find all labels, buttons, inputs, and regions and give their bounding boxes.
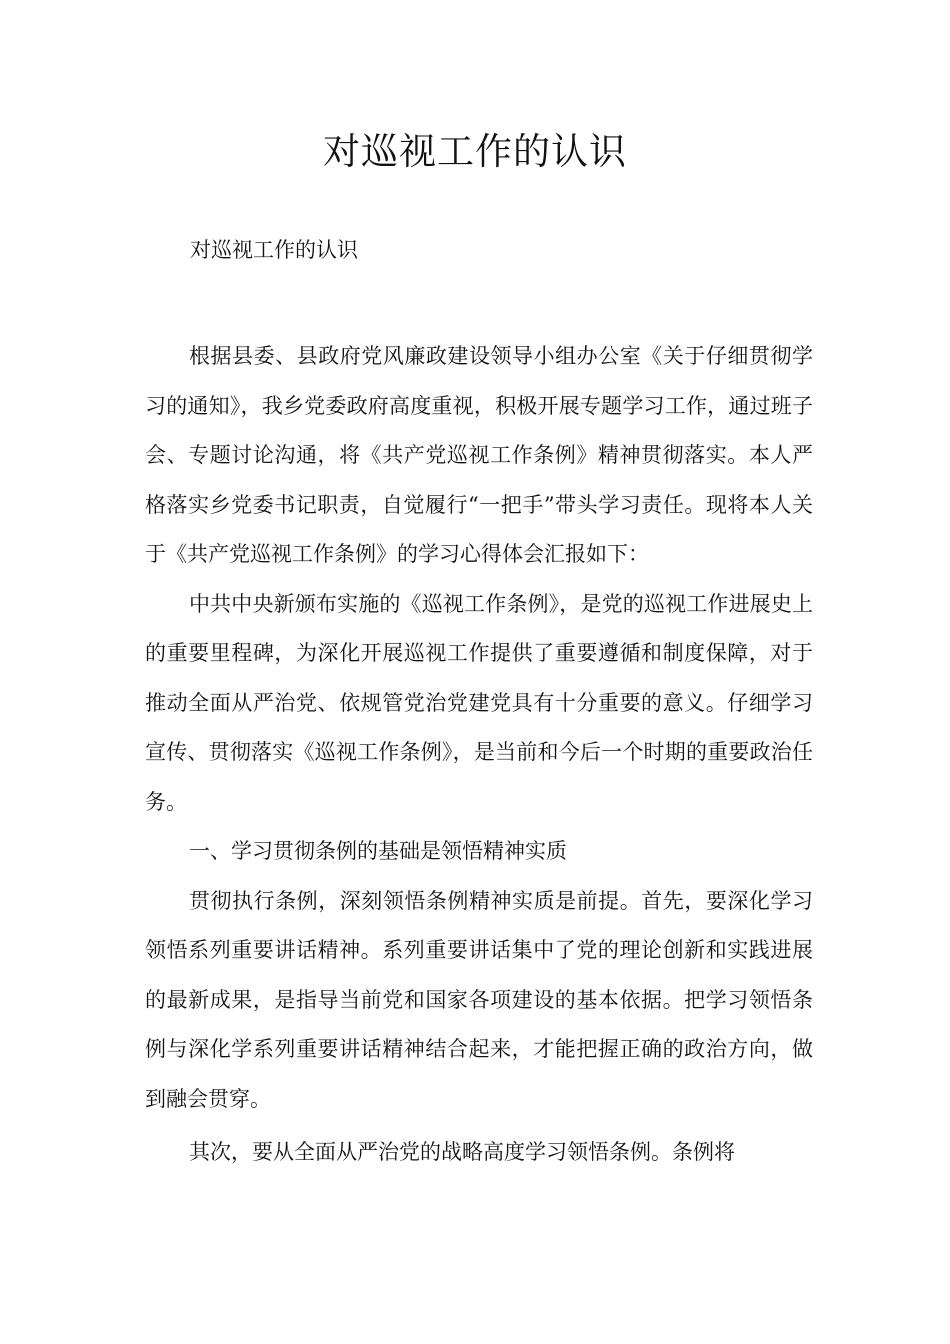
document-title: 对巡视工作的认识 [323, 130, 627, 173]
document-body [145, 332, 813, 1178]
section-heading-1: 一、学习贯彻条例的基础是领悟精神实质 [189, 839, 567, 863]
paragraph-study-spirit: 贯彻执行条例，深刻领悟条例精神实质是前提。首先，要深化学习领悟系列重要讲话精神。系列重要讲话集中了党的理论创新和实践进展的最新成果，是指导当前党和国家各项建设的基本依据。把学习领悟条例与深化学系列重要讲话精神结合起来，才能把握正确的政治方向，做到融会贯穿。 [145, 888, 813, 1111]
paragraph-intro: 根据县委、县政府党风廉政建设领导小组办公室《关于仔细贯彻学习的通知》，我乡党委政府高度重视，积极开展专题学习工作，通过班子会、专题讨论沟通，将《共产党巡视工作条例》精神贯彻落实。本人严格落实乡党委书记职责，自觉履行“一把手”带头学习责任。现将本人关于《共产党巡视工作条例》的学习心得体会汇报如下： [145, 344, 813, 566]
document-subtitle: 对巡视工作的认识 [190, 238, 358, 262]
paragraph-regulation-significance: 中共中央新颁布实施的《巡视工作条例》，是党的巡视工作进展史上的重要里程碑，为深化开展巡视工作提供了重要遵循和制度保障，对于推动全面从严治党、依规管党治党建党具有十分重要的意义。仔细学习宣传、贯彻落实《巡视工作条例》，是当前和今后一个时期的重要政治任务。 [145, 591, 813, 814]
paragraph-strategic-height: 其次，要从全面从严治党的战略高度学习领悟条例。条例将 [189, 1140, 735, 1164]
